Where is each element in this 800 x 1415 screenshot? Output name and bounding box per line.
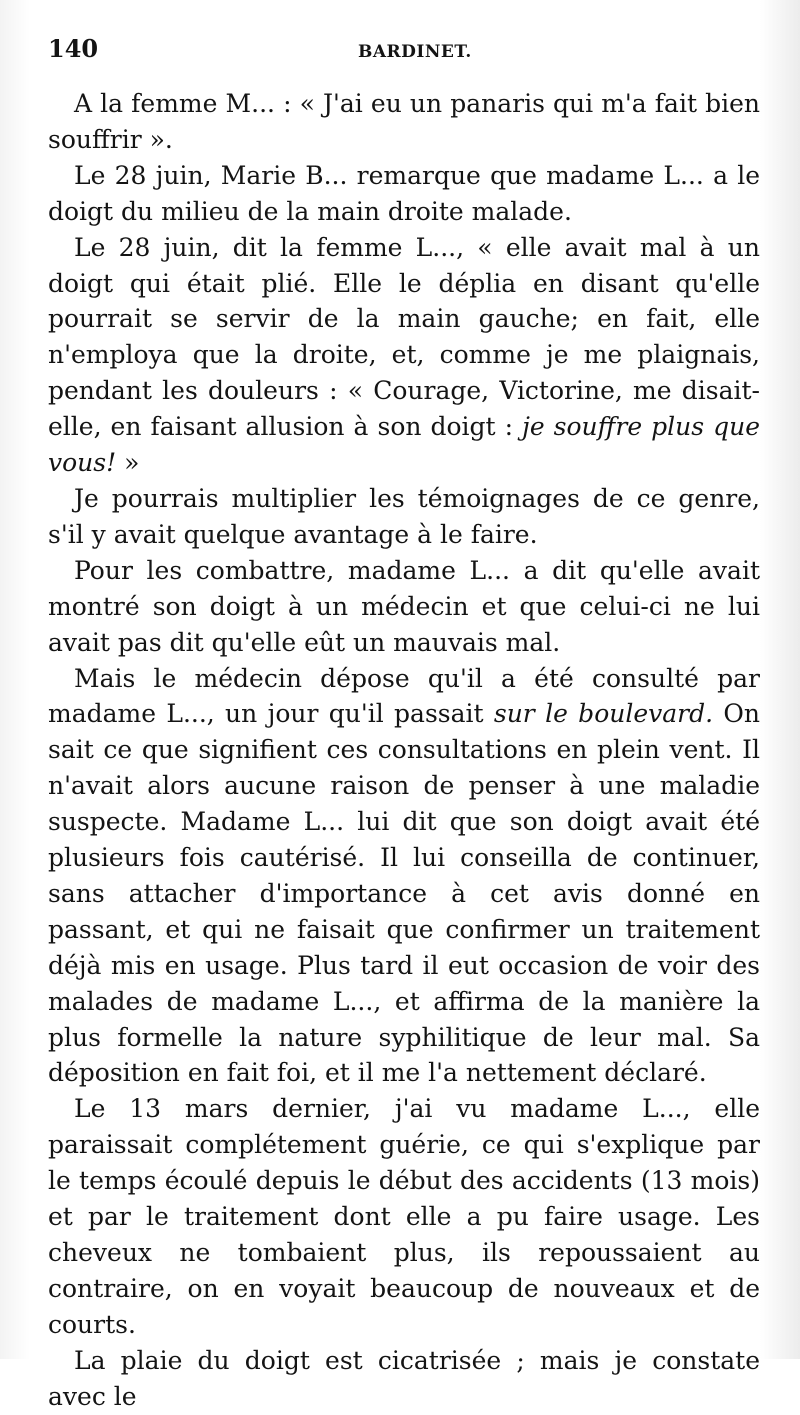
paragraph-3-italic-quote: je souffre plus que vous! [48, 412, 761, 478]
paragraph-3 [48, 230, 760, 481]
paragraph-7: Le 13 mars dernier, j'ai vu madame L..., elle paraissait complétement guérie, ce qui s'explique par le temps écoulé depuis le début des accidents (13 mois) et par le traitement dont elle a pu faire usage. Les cheveux ne tombaient plus, ils repoussaient au contraire, on en voyait beaucoup de nouveaux et de courts. [48, 1094, 760, 1339]
paragraph-3-text: Le 28 juin, dit la femme L..., « elle avait mal à un doigt qui était plié. Elle le déplia en disant qu'elle pourrait se servir de la main gauche; en fait, elle n'employa que la droite, et, comme je me plaignais, pendant les douleurs : « Courage, Victorine, me disait-elle, en faisant allusion à son doigt : [48, 232, 760, 442]
paragraph-8: La plaie du doigt est cicatrisée ; mais je constate avec le [48, 1345, 760, 1411]
paragraph-6 [48, 661, 760, 1092]
paragraph-6-rest: On sait ce que signifient ces consultations en plein vent. Il n'avait alors aucune raison de penser à une maladie suspecte. Madame L... lui dit que son doigt avait été plusieurs fois cautérisé. Il lui conseilla de continuer, sans attacher d'importance à cet avis donné en passant, et qui ne faisait que confirmer un traitement déjà mis en usage. Plus tard il eut occasion de voir des malades de madame L..., et affirma de la manière la plus formelle la nature syphilitique de leur mal. Sa déposition en fait foi, et il me l'a nettement déclaré. [48, 699, 760, 1088]
paragraph-4: Je pourrais multiplier les témoignages de ce genre, s'il y avait quelque avantage à le faire. [48, 483, 760, 549]
paragraph-3-close: » [116, 448, 140, 478]
running-head: BARDINET. [358, 42, 472, 62]
body-text [48, 86, 760, 1415]
paragraph-5: Pour les combattre, madame L... a dit qu'elle avait montré son doigt à un médecin et que celui-ci ne lui avait pas dit qu'elle eût un mauvais mal. [48, 555, 760, 657]
paragraph-6-text: Mais le médecin dépose qu'il a été consulté par madame L..., un jour qu'il passait [48, 663, 760, 729]
paragraph-2: Le 28 juin, Marie B... remarque que madame L... a le doigt du milieu de la main droite malade. [48, 160, 760, 226]
paragraph-1: A la femme M... : « J'ai eu un panaris qui m'a fait bien souffrir ». [48, 89, 760, 154]
page-number: 140 [48, 34, 99, 63]
paragraph-6-italic: sur le boulevard. [493, 699, 714, 729]
page-header [48, 34, 760, 86]
